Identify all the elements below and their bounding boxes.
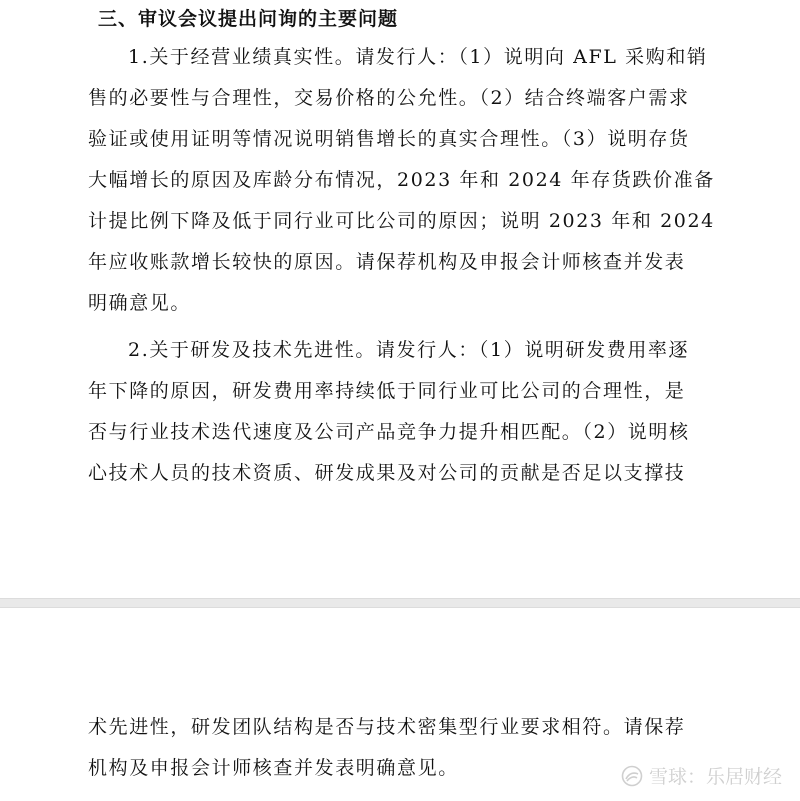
page-separator (0, 598, 800, 608)
paragraph-rd-continued (88, 707, 685, 789)
text-line: 1.关于经营业绩真实性。请发行人：（1）说明向 AFL 采购和销 (128, 46, 708, 68)
text-line: 年应收账款增长较快的原因。请保荐机构及申报会计师核查并发表 (88, 251, 686, 273)
text-line: 售的必要性与合理性，交易价格的公允性。（2）结合终端客户需求 (88, 87, 690, 109)
text-line: 2.关于研发及技术先进性。请发行人：（1）说明研发费用率逐 (128, 339, 690, 361)
paragraph-business-performance (88, 37, 715, 324)
text-line: 否与行业技术迭代速度及公司产品竞争力提升相匹配。（2）说明核 (88, 421, 690, 443)
section-heading: 三、审议会议提出问询的主要问题 (98, 8, 399, 30)
watermark (621, 762, 782, 789)
text-line: 明确意见。 (88, 292, 192, 314)
text-line: 计提比例下降及低于同行业可比公司的原因；说明 2023 年和 2024 (88, 210, 715, 232)
text-line: 验证或使用证明等情况说明销售增长的真实合理性。（3）说明存货 (88, 128, 690, 150)
paragraph-rd-technology (88, 330, 690, 494)
text-line: 术先进性，研发团队结构是否与技术密集型行业要求相符。请保荐 (88, 716, 686, 738)
text-line: 大幅增长的原因及库龄分布情况，2023 年和 2024 年存货跌价准备 (88, 169, 715, 191)
watermark-text: 雪球：乐居财经 (648, 766, 782, 788)
snowball-icon (621, 765, 643, 787)
text-line: 年下降的原因，研发费用率持续低于同行业可比公司的合理性，是 (88, 380, 686, 402)
text-line: 机构及申报会计师核查并发表明确意见。 (88, 757, 459, 779)
text-line: 心技术人员的技术资质、研发成果及对公司的贡献是否足以支撑技 (88, 462, 686, 484)
